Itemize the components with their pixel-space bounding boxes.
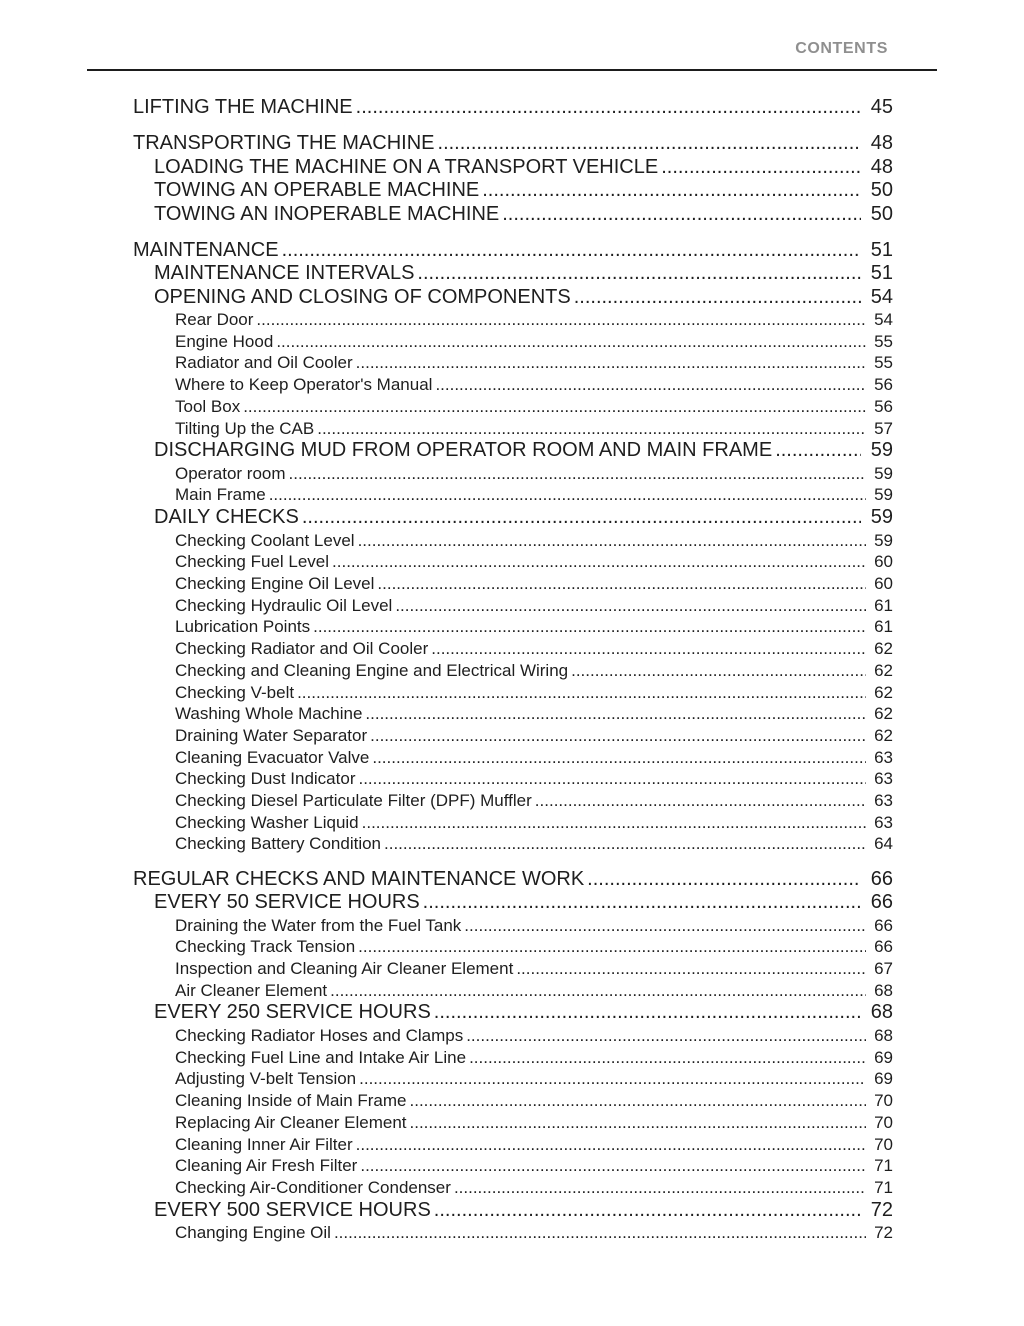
toc-entry-label: Checking Engine Oil Level (175, 574, 375, 594)
toc-entry-label: REGULAR CHECKS AND MAINTENANCE WORK (133, 867, 585, 890)
toc-entry[interactable] (175, 418, 893, 440)
dot-leader (417, 262, 861, 286)
dot-leader (356, 352, 866, 374)
toc-entry[interactable] (154, 1001, 893, 1025)
dot-leader (362, 812, 866, 834)
toc-entry-label: Changing Engine Oil (175, 1223, 331, 1243)
dot-leader (431, 638, 866, 660)
dot-leader (410, 1090, 866, 1112)
toc-entry-label: Checking Radiator Hoses and Clamps (175, 1025, 464, 1045)
toc-entry[interactable] (175, 530, 893, 552)
toc-entry-label: Cleaning Inner Air Filter (175, 1134, 353, 1154)
toc-entry-label: LOADING THE MACHINE ON A TRANSPORT VEHICLE (154, 155, 659, 178)
dot-leader (435, 374, 866, 396)
toc-entry-page: 50 (870, 179, 893, 201)
dot-leader (410, 1112, 866, 1134)
dot-leader (360, 1155, 866, 1177)
toc-entry-label: Checking V-belt (175, 682, 295, 702)
toc-entry[interactable] (175, 396, 893, 418)
toc-entry-page: 63 (874, 791, 893, 811)
dot-leader (358, 768, 866, 790)
toc-entry[interactable] (175, 595, 893, 617)
toc-entry-page: 66 (874, 937, 893, 957)
toc-entry-label: Checking and Cleaning Engine and Electrical Wiring (175, 660, 569, 680)
toc-entry[interactable] (154, 203, 893, 227)
toc-entry-page: 70 (874, 1091, 893, 1111)
toc-entry-page: 63 (874, 812, 893, 832)
toc-entry-page: 67 (874, 959, 893, 979)
toc-entry-label: Tool Box (175, 396, 241, 416)
dot-leader (243, 396, 866, 418)
toc-entry-page: 70 (874, 1112, 893, 1132)
dot-leader (269, 484, 866, 506)
toc-entry-page: 59 (874, 530, 893, 550)
toc-entry[interactable] (175, 682, 893, 704)
toc-entry-label: Where to Keep Operator's Manual (175, 375, 433, 395)
toc-entry[interactable] (154, 1199, 893, 1223)
toc-entry-page: 48 (870, 155, 893, 178)
toc-entry-label: Checking Radiator and Oil Cooler (175, 639, 429, 659)
toc-entry[interactable] (154, 439, 893, 463)
dot-leader (661, 156, 861, 180)
toc-entry[interactable] (154, 891, 893, 915)
dot-leader (775, 439, 861, 463)
toc-entry-label: Rear Door (175, 310, 254, 329)
toc-entry-label: TRANSPORTING THE MACHINE (133, 132, 435, 154)
toc-entry-page: 55 (874, 331, 893, 351)
toc-entry-label: DAILY CHECKS (154, 506, 299, 529)
dot-leader (289, 463, 866, 485)
toc-entry-label: Checking Coolant Level (175, 530, 355, 550)
toc-entry[interactable] (154, 286, 893, 310)
toc-list (0, 96, 1024, 1244)
toc-entry-page: 48 (870, 132, 893, 154)
toc-entry[interactable] (175, 638, 893, 660)
dot-leader (434, 1001, 861, 1025)
toc-entry[interactable] (175, 915, 893, 937)
dot-leader (334, 1222, 866, 1244)
dot-leader (282, 239, 861, 263)
toc-entry[interactable] (175, 1047, 893, 1069)
toc-entry-page: 45 (870, 96, 893, 118)
toc-entry[interactable] (175, 660, 893, 682)
dot-leader (482, 179, 861, 203)
toc-entry-page: 56 (874, 375, 893, 395)
dot-leader (332, 551, 866, 573)
toc-entry-label: Draining Water Separator (175, 725, 368, 745)
toc-entry-label: TOWING AN OPERABLE MACHINE (154, 179, 480, 201)
toc-entry[interactable] (175, 725, 893, 747)
toc-entry-label: Cleaning Evacuator Valve (175, 747, 370, 767)
toc-entry-label: Draining the Water from the Fuel Tank (175, 915, 462, 935)
dot-leader (423, 891, 861, 915)
toc-entry-label: Cleaning Air Fresh Filter (175, 1156, 358, 1176)
toc-entry-page: 59 (874, 485, 893, 505)
dot-leader (377, 573, 866, 595)
dot-leader (464, 915, 866, 937)
toc-entry[interactable] (175, 573, 893, 595)
toc-entry[interactable] (175, 1222, 893, 1244)
toc-entry-label: Air Cleaner Element (175, 980, 328, 1000)
toc-entry-label: Washing Whole Machine (175, 704, 363, 724)
toc-entry-label: Main Frame (175, 485, 266, 505)
toc-entry[interactable] (175, 309, 893, 331)
toc-entry-page: 61 (874, 617, 893, 637)
toc-entry[interactable] (133, 132, 893, 156)
toc-entry[interactable] (175, 463, 893, 485)
toc-entry-page: 56 (874, 396, 893, 416)
toc-entry-page: 59 (874, 463, 893, 483)
dot-leader (384, 833, 866, 855)
toc-entry-label: Checking Diesel Particulate Filter (DPF) Muffler (175, 791, 532, 811)
toc-entry[interactable] (175, 1068, 893, 1090)
dot-leader (370, 725, 866, 747)
dot-leader (365, 703, 866, 725)
toc-entry-page: 51 (870, 238, 893, 261)
toc-entry-page: 60 (874, 552, 893, 572)
toc-entry[interactable] (175, 936, 893, 958)
toc-entry-page: 54 (870, 285, 893, 308)
toc-entry-page: 62 (874, 704, 893, 724)
toc-entry-page: 55 (874, 353, 893, 373)
toc-entry-label: EVERY 500 SERVICE HOURS (154, 1198, 431, 1221)
dot-leader (313, 616, 866, 638)
toc-entry-page: 71 (874, 1156, 893, 1176)
toc-entry-label: Tilting Up the CAB (175, 418, 315, 438)
header-rule (87, 69, 937, 71)
toc-entry-page: 59 (870, 439, 893, 462)
toc-entry-label: LIFTING THE MACHINE (133, 96, 353, 118)
dot-leader (587, 868, 861, 892)
toc-entry[interactable] (175, 1112, 893, 1134)
toc-entry[interactable] (175, 551, 893, 573)
toc-entry[interactable] (175, 812, 893, 834)
toc-entry[interactable] (175, 703, 893, 725)
toc-entry[interactable] (154, 506, 893, 530)
toc-entry-label: Checking Battery Condition (175, 834, 382, 854)
toc-entry[interactable] (175, 374, 893, 396)
dot-leader (574, 286, 861, 310)
toc-entry-page: 66 (874, 915, 893, 935)
toc-entry[interactable] (133, 868, 893, 892)
dot-leader (516, 958, 866, 980)
toc-entry-label: Cleaning Inside of Main Frame (175, 1091, 407, 1111)
toc-entry-page: 60 (874, 574, 893, 594)
dot-leader (317, 418, 866, 440)
toc-entry-page: 66 (870, 867, 893, 890)
dot-leader (356, 96, 861, 120)
toc-entry-label: Checking Hydraulic Oil Level (175, 595, 393, 615)
toc-entry[interactable] (175, 1025, 893, 1047)
toc-entry-label: MAINTENANCE INTERVALS (154, 262, 415, 284)
toc-entry[interactable] (154, 156, 893, 180)
page-header-title: CONTENTS (795, 40, 888, 57)
toc-entry-page: 54 (874, 310, 893, 329)
dot-leader (502, 203, 861, 227)
toc-entry[interactable] (175, 790, 893, 812)
toc-entry[interactable] (175, 484, 893, 506)
dot-leader (256, 309, 866, 331)
toc-entry-label: Checking Air-Conditioner Condenser (175, 1177, 451, 1197)
toc-entry-label: Checking Washer Liquid (175, 812, 359, 832)
toc-entry-page: 62 (874, 682, 893, 702)
toc-entry-label: Engine Hood (175, 331, 274, 351)
toc-entry-page: 62 (874, 660, 893, 680)
toc-entry[interactable] (175, 616, 893, 638)
toc-entry[interactable] (175, 958, 893, 980)
dot-leader (454, 1177, 866, 1199)
toc-entry[interactable] (175, 1155, 893, 1177)
toc-entry[interactable] (175, 768, 893, 790)
toc-entry-label: MAINTENANCE (133, 238, 279, 261)
dot-leader (395, 595, 866, 617)
toc-entry-label: Lubrication Points (175, 617, 311, 637)
toc-entry-label: EVERY 50 SERVICE HOURS (154, 891, 420, 914)
toc-entry-page: 63 (874, 769, 893, 789)
toc-entry[interactable] (175, 1134, 893, 1156)
toc-entry-page: 59 (870, 506, 893, 529)
toc-entry-page: 69 (874, 1069, 893, 1089)
dot-leader (571, 660, 866, 682)
toc-entry-page: 51 (870, 262, 893, 284)
toc-entry[interactable] (175, 352, 893, 374)
toc-entry-page: 61 (874, 595, 893, 615)
dot-leader (358, 936, 866, 958)
toc-entry-label: Inspection and Cleaning Air Cleaner Element (175, 959, 514, 979)
toc-entry-page: 72 (870, 1198, 893, 1221)
toc-entry[interactable] (175, 1177, 893, 1199)
toc-entry-page: 68 (874, 980, 893, 1000)
toc-entry[interactable] (175, 980, 893, 1002)
toc-entry-label: Checking Fuel Line and Intake Air Line (175, 1047, 467, 1067)
dot-leader (358, 530, 866, 552)
toc-entry-page: 62 (874, 639, 893, 659)
toc-entry-page: 62 (874, 725, 893, 745)
toc-entry-label: EVERY 250 SERVICE HOURS (154, 1001, 431, 1024)
dot-leader (297, 682, 866, 704)
toc-entry-page: 63 (874, 747, 893, 767)
toc-entry[interactable] (175, 331, 893, 353)
toc-entry[interactable] (175, 833, 893, 855)
toc-entry-page: 71 (874, 1177, 893, 1197)
dot-leader (356, 1134, 866, 1156)
toc-entry-label: Radiator and Oil Cooler (175, 353, 353, 373)
toc-entry-label: Replacing Air Cleaner Element (175, 1112, 407, 1132)
toc-entry[interactable] (175, 1090, 893, 1112)
toc-entry-page: 66 (870, 891, 893, 914)
toc-entry-page: 64 (874, 834, 893, 854)
toc-entry[interactable] (133, 239, 893, 263)
dot-leader (466, 1025, 866, 1047)
toc-entry-label: Checking Track Tension (175, 937, 356, 957)
toc-entry-page: 72 (874, 1223, 893, 1243)
dot-leader (535, 790, 866, 812)
toc-entry[interactable] (154, 179, 893, 203)
dot-leader (434, 1199, 861, 1223)
toc-entry-label: Operator room (175, 463, 286, 483)
toc-entry[interactable] (175, 747, 893, 769)
toc-entry-label: Checking Dust Indicator (175, 769, 356, 789)
toc-entry-label: TOWING AN INOPERABLE MACHINE (154, 202, 500, 225)
dot-leader (302, 506, 861, 530)
dot-leader (359, 1068, 866, 1090)
toc-entry-page: 50 (870, 202, 893, 225)
dot-leader (276, 331, 866, 353)
dot-leader (469, 1047, 866, 1069)
toc-entry-label: Checking Fuel Level (175, 552, 330, 572)
toc-entry-page: 69 (874, 1047, 893, 1067)
toc-entry-page: 70 (874, 1134, 893, 1154)
toc-entry-page: 68 (870, 1001, 893, 1024)
dot-leader (438, 132, 861, 156)
toc-entry-page: 57 (874, 418, 893, 438)
toc-entry-label: OPENING AND CLOSING OF COMPONENTS (154, 285, 571, 308)
dot-leader (330, 980, 866, 1002)
toc-entry[interactable] (133, 96, 893, 120)
dot-leader (372, 747, 866, 769)
toc-entry[interactable] (154, 262, 893, 286)
toc-entry-label: DISCHARGING MUD FROM OPERATOR ROOM AND MAIN FRAME (154, 439, 773, 462)
toc-entry-label: Adjusting V-belt Tension (175, 1069, 357, 1089)
toc-entry-page: 68 (874, 1025, 893, 1045)
